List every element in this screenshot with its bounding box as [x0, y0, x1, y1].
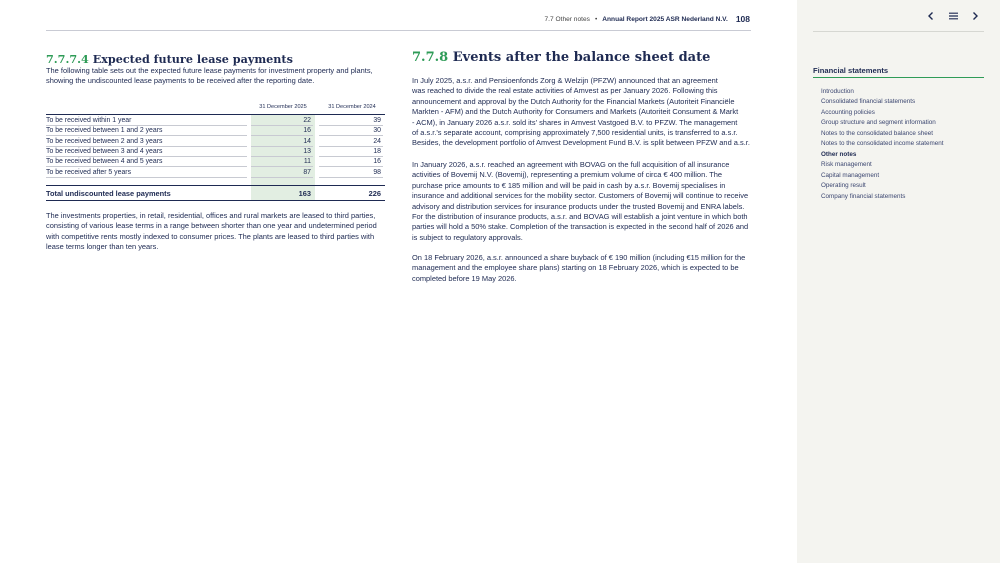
- row-value-2024: 18: [319, 147, 383, 157]
- toc-item-introduction[interactable]: Introduction: [821, 87, 854, 95]
- toc-item-consolidated-financial-statements[interactable]: Consolidated financial statements: [821, 98, 916, 106]
- text-line: insurance and additional services for the mobility sector. Customers of Bovemij will continue to receive: [412, 191, 749, 201]
- text-line: The following table sets out the expected future lease payments for investment property and plants,: [46, 66, 373, 75]
- navigation-sidebar: [797, 0, 1000, 563]
- row-label: To be received within 1 year: [46, 116, 247, 126]
- table-row: [46, 168, 385, 178]
- toc-title[interactable]: Financial statements: [813, 66, 889, 75]
- events-paragraph-1: [412, 76, 760, 149]
- toc-item-notes-balance-sheet[interactable]: Notes to the consolidated balance sheet: [821, 129, 934, 137]
- nav-divider: [813, 31, 984, 32]
- row-label: To be received between 4 and 5 years: [46, 157, 247, 167]
- row-value-2024: 39: [319, 116, 383, 126]
- table-header-2025: 31 December 2025: [259, 104, 307, 110]
- toc-item-notes-income-statement[interactable]: Notes to the consolidated income statement: [821, 140, 944, 148]
- chevron-left-icon: [926, 11, 936, 21]
- row-value-2025: 16: [251, 126, 313, 136]
- row-value-2024: 24: [319, 137, 383, 147]
- text-line: announcement and approval by the Dutch Authority for the Financial Markets (Autoriteit Financiële: [412, 96, 735, 106]
- toc-list: [821, 87, 986, 203]
- toc-item-risk-management[interactable]: Risk management: [821, 161, 872, 169]
- text-line: - ACM), in January 2026 a.s.r. sold its' shares in Amvest Vastgoed B.V. to PFZW. The management: [412, 117, 738, 127]
- events-paragraph-2: [412, 160, 760, 243]
- table-row: [46, 147, 385, 157]
- table-row: [46, 116, 385, 126]
- events-paragraph-3: [412, 253, 760, 284]
- text-line: completed before 19 May 2026.: [412, 273, 517, 283]
- header-divider: [46, 30, 751, 31]
- total-value-2025: 163: [298, 189, 311, 198]
- running-header: [412, 13, 750, 25]
- text-line: consisting of various lease terms in a range between shorter than one year and undetermined period: [46, 221, 377, 231]
- row-label: To be received between 2 and 3 years: [46, 137, 247, 147]
- text-line: was reached to divide the real estate activities of Amvest as per January 2026. Following this: [412, 86, 718, 96]
- table-row: [46, 137, 385, 147]
- next-page-button[interactable]: [967, 8, 983, 24]
- lease-section-heading: [46, 52, 293, 66]
- toc-title-underline: [813, 77, 984, 78]
- text-line: purchase price amounts to € 185 million and will be paid in cash by a.s.r. Bovemij specialises in: [412, 180, 726, 190]
- row-label: To be received after 5 years: [46, 168, 247, 178]
- row-value-2025: 22: [251, 116, 313, 126]
- lease-section-number: 7.7.7.4: [46, 52, 89, 66]
- text-line: activities of Bovemij N.V. (Bovemij), representing a premium volume of circa € 400 million. The: [412, 170, 723, 180]
- row-value-2024: 98: [319, 168, 383, 178]
- text-line: Besides, the development portfolio of Amvest Development Fund B.V. is split between PFZW and a.s.r.: [412, 138, 750, 148]
- text-line: In January 2026, a.s.r. reached an agreement with BOVAG on the full acquisition of all insurance: [412, 160, 730, 169]
- text-line: of a.s.r.'s separate account, comprising approximately 7,500 residential units, is transferred to a.s.r.: [412, 128, 738, 138]
- row-value-2025: 87: [251, 168, 313, 178]
- lease-outro: [46, 211, 396, 253]
- text-line: Markten - AFM) and the Dutch Authority for Consumers and Markets (Autoriteit Consument & Markt: [412, 107, 739, 117]
- header-report-title: Annual Report 2025 ASR Nederland N.V.: [602, 15, 728, 23]
- row-label: To be received between 1 and 2 years: [46, 126, 247, 136]
- row-value-2024: 30: [319, 126, 383, 136]
- total-label: Total undiscounted lease payments: [46, 189, 171, 198]
- lease-section-title: Expected future lease payments: [92, 52, 293, 66]
- table-row: [46, 126, 385, 136]
- events-section-heading: [412, 50, 710, 65]
- previous-page-button[interactable]: [923, 8, 939, 24]
- row-value-2025: 11: [251, 157, 313, 167]
- text-line: management and the employee share plans) starting on 18 February 2026, which is expected to be: [412, 263, 739, 273]
- text-line: advisory and distribution services for insurance products under the trusted Bovemij and ENRA labels.: [412, 201, 745, 211]
- events-section-title: Events after the balance sheet date: [452, 50, 711, 65]
- row-value-2024: 16: [319, 157, 383, 167]
- toc-item-operating-result[interactable]: Operating result: [821, 182, 866, 190]
- header-separator: •: [594, 15, 598, 23]
- header-section: 7.7 Other notes: [544, 15, 590, 23]
- row-value-2025: 14: [251, 137, 313, 147]
- lease-intro: [46, 66, 396, 87]
- toc-item-group-structure[interactable]: Group structure and segment information: [821, 119, 936, 127]
- chevron-right-icon: [970, 11, 980, 21]
- row-value-2025: 13: [251, 147, 313, 157]
- menu-icon: [948, 11, 959, 21]
- text-line: lease terms longer than ten years.: [46, 242, 159, 252]
- page-number: 108: [735, 14, 750, 24]
- table-header-rule: [46, 114, 385, 115]
- text-line: parties will hold a 50% stake. Completion of the transaction is expected in the second half of 2026 and: [412, 222, 749, 232]
- text-line: On 18 February 2026, a.s.r. announced a share buyback of € 190 million (including €15 million for the: [412, 253, 746, 262]
- table-total-row: [46, 188, 385, 199]
- toc-item-other-notes[interactable]: Other notes: [821, 150, 857, 158]
- menu-button[interactable]: [945, 8, 961, 24]
- toc-item-company-financial-statements[interactable]: Company financial statements: [821, 192, 906, 200]
- table-header-2024: 31 December 2024: [328, 104, 376, 110]
- text-line: showing the undiscounted lease payments to be received after the reporting date.: [46, 76, 315, 86]
- row-label: To be received between 3 and 4 years: [46, 147, 247, 157]
- text-line: The investments properties, in retail, residential, offices and rural markets are leased to third parties,: [46, 211, 376, 220]
- text-line: In July 2025, a.s.r. and Pensioenfonds Zorg & Welzijn (PFZW) announced that an agreement: [412, 76, 718, 85]
- total-value-2024: 226: [368, 189, 381, 198]
- text-line: For the distribution of insurance products, a.s.r. and BOVAG will establish a joint venture in which both: [412, 212, 748, 222]
- toc-item-accounting-policies[interactable]: Accounting policies: [821, 108, 875, 116]
- table-row: [46, 157, 385, 167]
- total-rule-top: [46, 185, 385, 186]
- total-rule-bottom: [46, 200, 385, 201]
- text-line: is subject to regulatory approvals.: [412, 232, 523, 242]
- events-section-number: 7.7.8: [412, 50, 449, 65]
- text-line: with competitive rents mostly indexed to consumer prices. The plants are leased to third parties with: [46, 231, 375, 241]
- toc-item-capital-management[interactable]: Capital management: [821, 171, 880, 179]
